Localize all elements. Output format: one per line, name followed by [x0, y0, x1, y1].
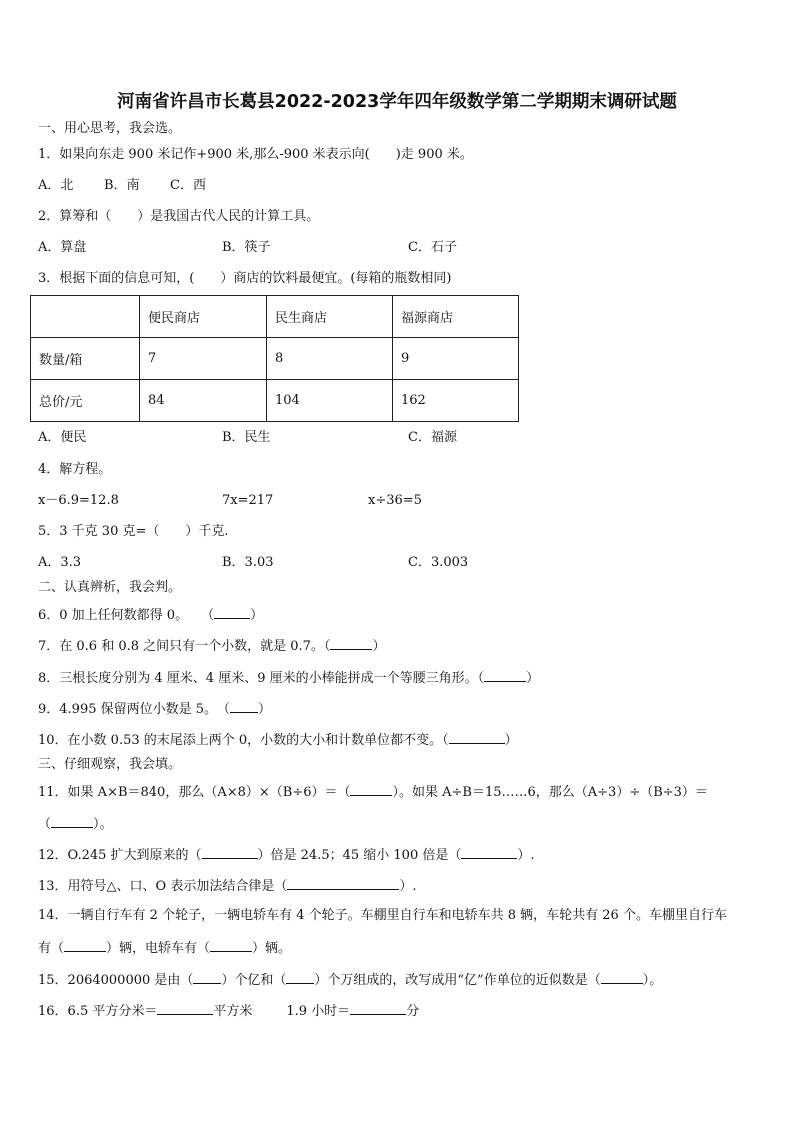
- table-cell: 8: [267, 338, 393, 380]
- q10-text: 10．在小数 0.53 的末尾添上两个 0，小数的大小和计数单位都不变。（: [38, 733, 449, 748]
- q5-option-c: C．3.003: [408, 555, 469, 570]
- answer-blank[interactable]: [214, 606, 250, 619]
- q16-text-c: 1.9 小时＝: [286, 1004, 351, 1019]
- q13-text-b: ）.: [399, 879, 417, 894]
- q16-text-a: 16．6.5 平方分米＝: [38, 1004, 158, 1019]
- question-2: 2．算筹和（ ）是我国古代人民的计算工具。: [38, 209, 320, 224]
- answer-blank[interactable]: [202, 846, 258, 859]
- q3-option-c: C．福源: [408, 430, 457, 445]
- table-cell: 162: [393, 380, 519, 422]
- q15-text-d: ）。: [642, 973, 663, 988]
- q7-text: 7．在 0.6 和 0.8 之间只有一个小数，就是 0.7。（: [38, 639, 331, 654]
- shop-price-table: [30, 295, 519, 422]
- table-cell: 9: [393, 338, 519, 380]
- q11-text-b: ）。如果 A÷B＝15……6，那么（A÷3）÷（B÷3）＝: [392, 785, 708, 800]
- table-cell: 104: [267, 380, 393, 422]
- q2-option-b: B．筷子: [222, 240, 271, 255]
- answer-blank[interactable]: [157, 1002, 213, 1015]
- q11-text-d: ）。: [93, 817, 113, 832]
- q6-close: ）: [250, 608, 264, 623]
- question-13: [38, 877, 416, 895]
- question-14: 14．一辆自行车有 2 个轮子，一辆电轿车有 4 个轮子。车棚里自行车和电轿车共 8 辆，车轮共有 26 个。车棚里自行车: [38, 908, 727, 923]
- question-7: [38, 637, 385, 655]
- question-3: 3．根据下面的信息可知，( ）商店的饮料最便宜。(每箱的瓶数相同): [38, 271, 452, 286]
- q14-text-c: ）辆，电轿车有（: [106, 941, 211, 956]
- q14-text-d: ）辆。: [252, 941, 292, 956]
- q16-text-d: 分: [406, 1004, 420, 1019]
- q8-close: ）: [526, 671, 540, 686]
- answer-blank[interactable]: [193, 971, 221, 984]
- table-row: [31, 338, 519, 380]
- table-cell: 84: [140, 380, 267, 422]
- q3-option-b: B．民生: [222, 430, 271, 445]
- q6-text: 6．0 加上任何数都得 0。 （: [38, 608, 215, 623]
- question-12: [38, 846, 535, 864]
- q3-option-a: A．便民: [38, 430, 87, 445]
- q10-close: ）: [504, 733, 518, 748]
- table-row: [31, 380, 519, 422]
- table-cell: 数量/箱: [31, 338, 140, 380]
- q11-text-c: （: [38, 817, 52, 832]
- q5-option-a: A．3.3: [38, 555, 82, 570]
- q15-text-c: ）个万组成的，改写成用“亿”作单位的近似数是（: [314, 973, 601, 988]
- q5-option-b: B．3.03: [222, 555, 274, 570]
- q8-text: 8．三根长度分别为 4 厘米、4 厘米、9 厘米的小棒能拼成一个等腰三角形。（: [38, 671, 485, 686]
- table-cell: 福源商店: [393, 296, 519, 338]
- question-11-continued: [38, 815, 113, 833]
- answer-blank[interactable]: [350, 783, 392, 796]
- q11-text-a: 11．如果 A×B＝840，那么（A×8）×（B÷6）＝（: [38, 785, 351, 800]
- q12-text-b: ）倍是 24.5；45 缩小 100 倍是（: [257, 848, 462, 863]
- q12-text-a: 12．O.245 扩大到原来的（: [38, 848, 202, 863]
- q1-option-c: C．西: [170, 178, 206, 193]
- section-heading-1: 一、用心思考，我会选。: [38, 121, 182, 136]
- question-5: 5．3 千克 30 克=（ ）千克.: [38, 524, 229, 539]
- question-1: 1．如果向东走 900 米记作+900 米,那么-900 米表示向( )走 900 米。: [38, 147, 473, 162]
- table-cell: 总价/元: [31, 380, 140, 422]
- q16-text-b: 平方米: [213, 1004, 253, 1019]
- answer-blank[interactable]: [51, 815, 93, 828]
- table-cell: 7: [140, 338, 267, 380]
- answer-blank[interactable]: [449, 731, 505, 744]
- answer-blank[interactable]: [286, 971, 314, 984]
- q2-option-a: A．算盘: [38, 240, 87, 255]
- question-9: [38, 700, 271, 718]
- question-11: [38, 783, 708, 801]
- q7-close: ）: [372, 639, 386, 654]
- answer-blank[interactable]: [461, 846, 517, 859]
- q15-text-a: 15．2064000000 是由（: [38, 973, 194, 988]
- question-8: [38, 669, 539, 687]
- question-10: [38, 731, 518, 749]
- question-16: [38, 1002, 419, 1020]
- equation-1: x－6.9=12.8: [38, 493, 119, 508]
- q9-close: ）: [258, 702, 272, 717]
- answer-blank[interactable]: [484, 669, 526, 682]
- q1-option-b: B．南: [104, 178, 140, 193]
- question-4: 4．解方程。: [38, 462, 112, 477]
- question-14-continued: [38, 939, 291, 957]
- q2-option-c: C．石子: [408, 240, 457, 255]
- table-cell: 便民商店: [140, 296, 267, 338]
- q12-text-c: ）.: [517, 848, 535, 863]
- q13-text-a: 13．用符号△、口、O 表示加法结合律是（: [38, 879, 288, 894]
- q9-text: 9．4.995 保留两位小数是 5。 （: [38, 702, 231, 717]
- question-15: [38, 971, 662, 989]
- q14-text-b: 有（: [38, 941, 65, 956]
- table-cell: 民生商店: [267, 296, 393, 338]
- table-row: [31, 296, 519, 338]
- question-6: [38, 606, 263, 624]
- answer-blank[interactable]: [601, 971, 643, 984]
- equation-3: x÷36=5: [368, 493, 422, 508]
- page-title: 河南省许昌市长葛县2022-2023学年四年级数学第二学期期末调研试题: [117, 92, 677, 112]
- q1-option-a: A．北: [38, 178, 74, 193]
- answer-blank[interactable]: [287, 877, 399, 890]
- section-heading-3: 三、仔细观察，我会填。: [38, 757, 182, 772]
- equation-2: 7x=217: [222, 493, 274, 508]
- answer-blank[interactable]: [330, 637, 372, 650]
- answer-blank[interactable]: [64, 939, 106, 952]
- answer-blank[interactable]: [230, 700, 258, 713]
- answer-blank[interactable]: [210, 939, 252, 952]
- section-heading-2: 二、认真辨析，我会判。: [38, 580, 182, 595]
- answer-blank[interactable]: [350, 1002, 406, 1015]
- table-cell: [31, 296, 140, 338]
- q15-text-b: ）个亿和（: [221, 973, 287, 988]
